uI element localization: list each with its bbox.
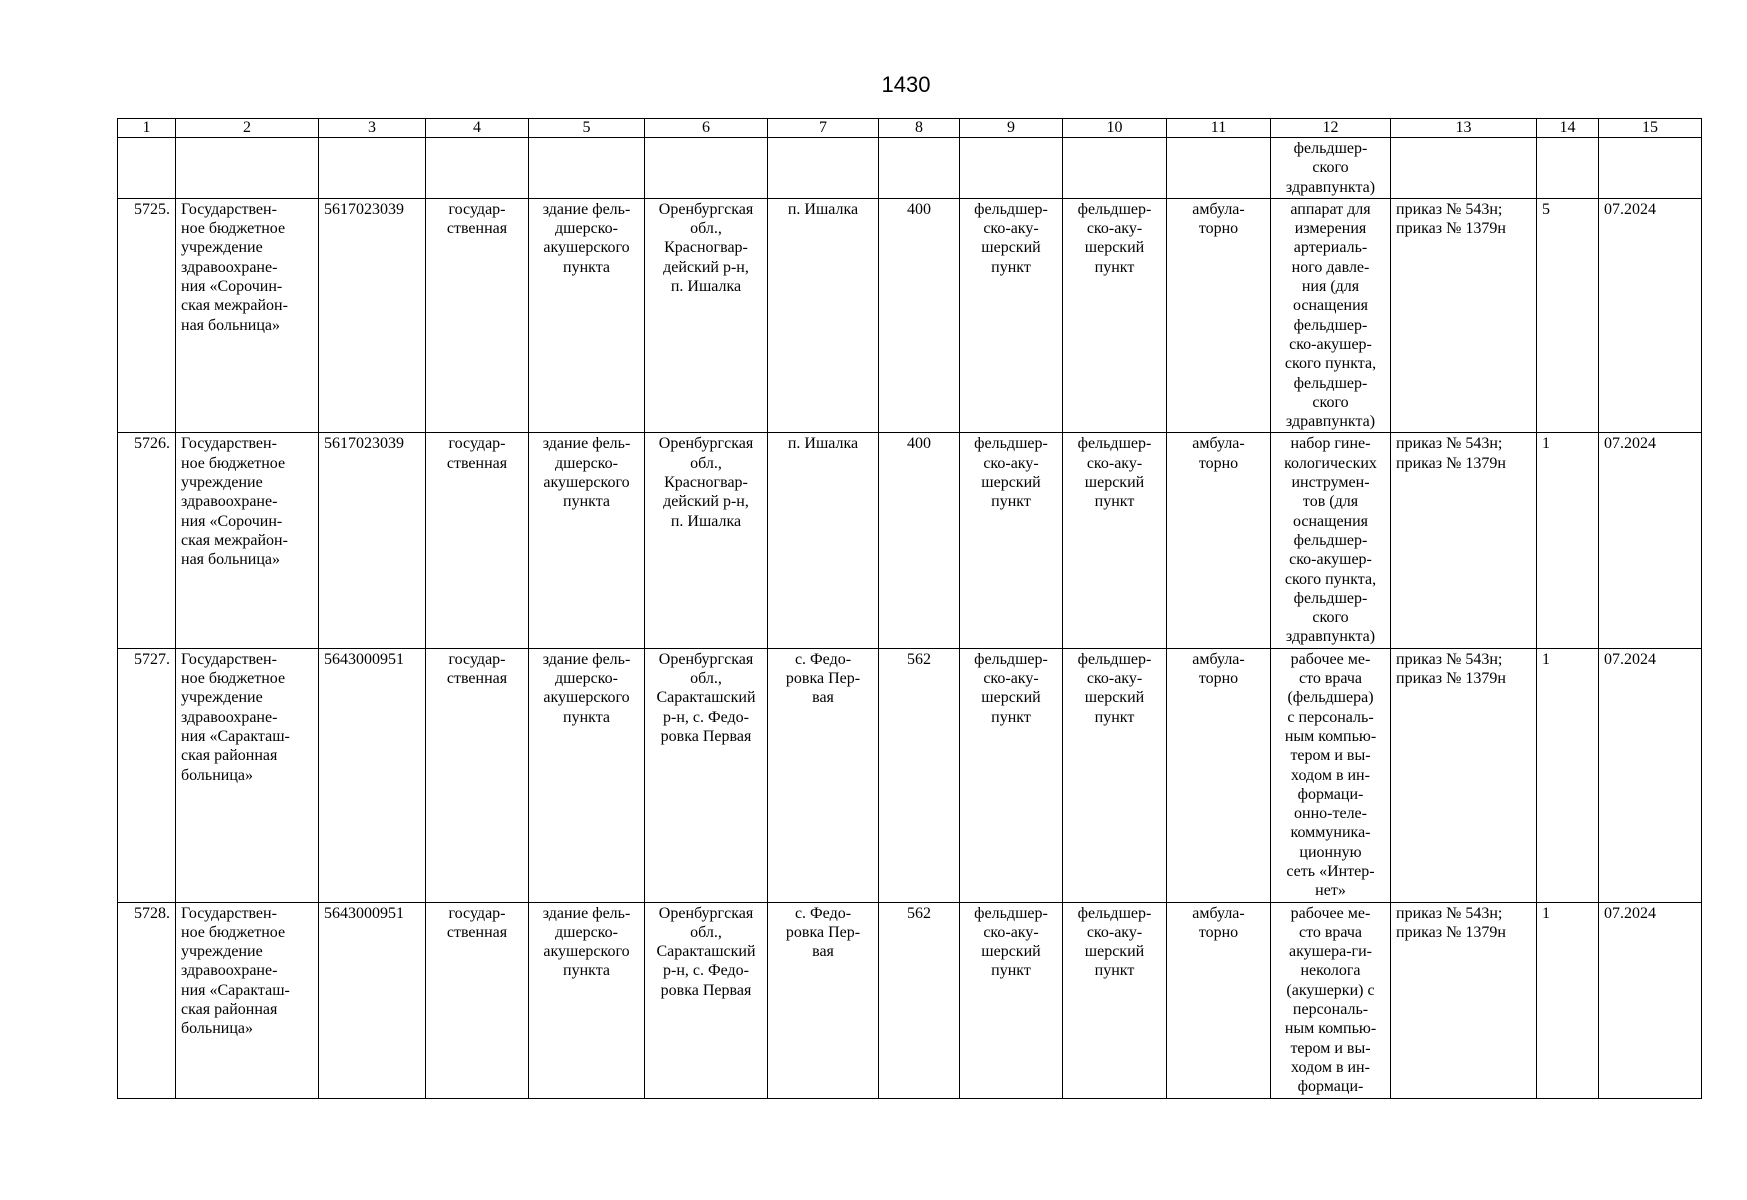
facility-type-cell: фельдшер- ско-аку- шерский пункт [960, 902, 1063, 1098]
table-row [118, 198, 1702, 433]
population-cell: 562 [879, 648, 960, 902]
facility-type-cell: фельдшер- ско-аку- шерский пункт [1063, 433, 1167, 648]
table-row [118, 648, 1702, 902]
cell [426, 138, 529, 199]
column-header: 4 [426, 119, 529, 138]
ownership-cell: государ- ственная [426, 648, 529, 902]
cell [1167, 138, 1271, 199]
population-cell: 400 [879, 433, 960, 648]
inn-cell: 5617023039 [319, 433, 426, 648]
quantity-cell: 1 [1537, 433, 1599, 648]
inn-cell: 5617023039 [319, 198, 426, 433]
column-header: 3 [319, 119, 426, 138]
cell [319, 138, 426, 199]
facility-type-cell: фельдшер- ско-аку- шерский пункт [1063, 198, 1167, 433]
cell [1599, 138, 1702, 199]
settlement-cell: с. Федо- ровка Пер- вая [768, 648, 879, 902]
order-cell: приказ № 543н; приказ № 1379н [1391, 433, 1537, 648]
cell [176, 138, 319, 199]
column-header: 10 [1063, 119, 1167, 138]
row-number: 5726. [118, 433, 176, 648]
facility-type-cell: фельдшер- ско-аку- шерский пункт [1063, 902, 1167, 1098]
row-number: 5727. [118, 648, 176, 902]
date-cell: 07.2024 [1599, 648, 1702, 902]
cell [1391, 138, 1537, 199]
ownership-cell: государ- ственная [426, 902, 529, 1098]
cell [879, 138, 960, 199]
cell [1063, 138, 1167, 199]
ownership-cell: государ- ственная [426, 198, 529, 433]
date-cell: 07.2024 [1599, 433, 1702, 648]
population-cell: 400 [879, 198, 960, 433]
cell [645, 138, 768, 199]
column-header: 12 [1271, 119, 1391, 138]
column-header: 15 [1599, 119, 1702, 138]
organization-cell: Государствен- ное бюджетное учреждение здравоохране- ния «Сорочин- ская межрайон- ная больница» [176, 198, 319, 433]
header-row [118, 119, 1702, 138]
register-table [117, 118, 1702, 1099]
settlement-cell: п. Ишалка [768, 433, 879, 648]
order-cell: приказ № 543н; приказ № 1379н [1391, 902, 1537, 1098]
table-row [118, 433, 1702, 648]
equipment-cell: фельдшер- ского здравпункта) [1271, 138, 1391, 199]
quantity-cell: 5 [1537, 198, 1599, 433]
population-cell: 562 [879, 902, 960, 1098]
ownership-cell: государ- ственная [426, 433, 529, 648]
cell [529, 138, 645, 199]
column-header: 9 [960, 119, 1063, 138]
organization-cell: Государствен- ное бюджетное учреждение здравоохране- ния «Саракташ- ская районная больница» [176, 902, 319, 1098]
facility-type-cell: фельдшер- ско-аку- шерский пункт [960, 433, 1063, 648]
equipment-cell: рабочее ме- сто врача (фельдшера) с персональ- ным компью- тером и вы- ходом в ин- формаци- онно-теле- коммуника- ционную сеть «Интер- нет» [1271, 648, 1391, 902]
equipment-cell: аппарат для измерения артериаль- ного давле- ния (для оснащения фельдшер- ско-акушер- ского пункта, фельдшер- ского здравпункта) [1271, 198, 1391, 433]
continuation-row [118, 138, 1702, 199]
column-header: 8 [879, 119, 960, 138]
organization-cell: Государствен- ное бюджетное учреждение здравоохране- ния «Сорочин- ская межрайон- ная больница» [176, 433, 319, 648]
inn-cell: 5643000951 [319, 648, 426, 902]
order-cell: приказ № 543н; приказ № 1379н [1391, 198, 1537, 433]
settlement-cell: п. Ишалка [768, 198, 879, 433]
row-number: 5728. [118, 902, 176, 1098]
address-cell: Оренбургская обл., Саракташский р-н, с. Федо- ровка Первая [645, 902, 768, 1098]
row-number: 5725. [118, 198, 176, 433]
address-cell: Оренбургская обл., Саракташский р-н, с. Федо- ровка Первая [645, 648, 768, 902]
column-header: 2 [176, 119, 319, 138]
care-form-cell: амбула- торно [1167, 648, 1271, 902]
building-cell: здание фель- дшерско- акушерского пункта [529, 902, 645, 1098]
inn-cell: 5643000951 [319, 902, 426, 1098]
address-cell: Оренбургская обл., Красногвар- дейский р-н, п. Ишалка [645, 433, 768, 648]
order-cell: приказ № 543н; приказ № 1379н [1391, 648, 1537, 902]
quantity-cell: 1 [1537, 902, 1599, 1098]
care-form-cell: амбула- торно [1167, 433, 1271, 648]
settlement-cell: с. Федо- ровка Пер- вая [768, 902, 879, 1098]
column-header: 14 [1537, 119, 1599, 138]
cell [1537, 138, 1599, 199]
care-form-cell: амбула- торно [1167, 198, 1271, 433]
care-form-cell: амбула- торно [1167, 902, 1271, 1098]
facility-type-cell: фельдшер- ско-аку- шерский пункт [1063, 648, 1167, 902]
cell [960, 138, 1063, 199]
page-number: 1430 [881, 72, 931, 97]
building-cell: здание фель- дшерско- акушерского пункта [529, 198, 645, 433]
column-header: 7 [768, 119, 879, 138]
column-header: 11 [1167, 119, 1271, 138]
cell [118, 138, 176, 199]
building-cell: здание фель- дшерско- акушерского пункта [529, 648, 645, 902]
cell [768, 138, 879, 199]
address-cell: Оренбургская обл., Красногвар- дейский р-н, п. Ишалка [645, 198, 768, 433]
quantity-cell: 1 [1537, 648, 1599, 902]
equipment-cell: рабочее ме- сто врача акушера-ги- неколога (акушерки) с персональ- ным компью- тером и вы- ходом в ин- формаци- [1271, 902, 1391, 1098]
column-header: 6 [645, 119, 768, 138]
column-header: 5 [529, 119, 645, 138]
table-row [118, 902, 1702, 1098]
organization-cell: Государствен- ное бюджетное учреждение здравоохране- ния «Саракташ- ская районная больница» [176, 648, 319, 902]
date-cell: 07.2024 [1599, 902, 1702, 1098]
date-cell: 07.2024 [1599, 198, 1702, 433]
facility-type-cell: фельдшер- ско-аку- шерский пункт [960, 648, 1063, 902]
column-header: 13 [1391, 119, 1537, 138]
facility-type-cell: фельдшер- ско-аку- шерский пункт [960, 198, 1063, 433]
column-header: 1 [118, 119, 176, 138]
building-cell: здание фель- дшерско- акушерского пункта [529, 433, 645, 648]
equipment-cell: набор гине- кологических инструмен- тов (для оснащения фельдшер- ско-акушер- ского пункта, фельдшер- ского здравпункта) [1271, 433, 1391, 648]
